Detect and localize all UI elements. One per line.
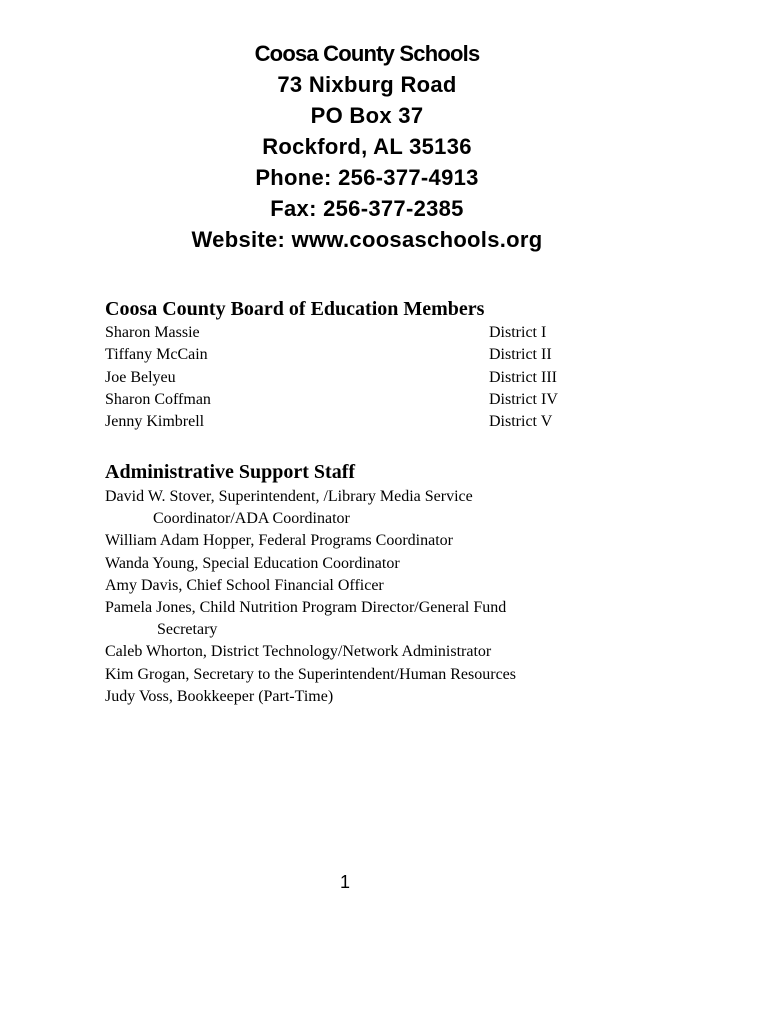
member-district: District II	[489, 346, 552, 364]
staff-entry-text: William Adam Hopper, Federal Programs Coordinator	[105, 532, 453, 550]
staff-entry	[105, 664, 705, 686]
board-member-row	[105, 367, 585, 389]
address-city: Rockford, AL 35136	[262, 134, 472, 159]
staff-entry-continuation: Secretary	[157, 621, 218, 639]
organization-title: Coosa County Schools	[254, 41, 480, 66]
board-member-row	[105, 322, 585, 344]
phone-number: Phone: 256-377-4913	[255, 165, 479, 190]
letterhead	[0, 38, 734, 255]
staff-entry-continuation: Coordinator/ADA Coordinator	[153, 510, 350, 528]
member-name: Tiffany McCain	[105, 346, 208, 364]
board-members-list	[105, 322, 585, 433]
staff-entry	[105, 597, 705, 641]
staff-entry	[105, 530, 705, 552]
staff-entry	[105, 641, 705, 663]
member-name: Sharon Coffman	[105, 390, 211, 408]
staff-entry-text: Amy Davis, Chief School Financial Officer	[105, 576, 384, 594]
staff-heading: Administrative Support Staff	[105, 461, 356, 483]
fax-number: Fax: 256-377-2385	[270, 196, 464, 221]
address-po-box: PO Box 37	[310, 103, 424, 128]
member-name: Jenny Kimbrell	[105, 413, 205, 431]
board-heading: Coosa County Board of Education Members	[105, 298, 485, 320]
staff-entry-text: David W. Stover, Superintendent, /Library Media Service	[105, 488, 473, 505]
staff-entry	[105, 486, 705, 530]
staff-entry-text: Judy Voss, Bookkeeper (Part-Time)	[105, 687, 334, 705]
member-name: Sharon Massie	[105, 324, 200, 341]
member-district: District I	[489, 324, 547, 341]
website: Website: www.coosaschools.org	[191, 227, 543, 252]
page-number: 1	[340, 872, 351, 892]
staff-entry	[105, 553, 705, 575]
member-district: District V	[489, 413, 553, 431]
staff-entry	[105, 575, 705, 597]
board-member-row	[105, 344, 585, 366]
board-member-row	[105, 411, 585, 433]
member-district: District IV	[489, 390, 558, 408]
staff-entry-text: Kim Grogan, Secretary to the Superintendent/Human Resources	[105, 665, 516, 683]
address-street: 73 Nixburg Road	[277, 72, 457, 97]
staff-entry-text: Caleb Whorton, District Technology/Network Administrator	[105, 643, 492, 661]
member-name: Joe Belyeu	[105, 368, 176, 386]
staff-list	[105, 486, 705, 708]
member-district: District III	[489, 368, 557, 386]
staff-entry-text: Wanda Young, Special Education Coordinator	[105, 554, 400, 572]
staff-entry-text: Pamela Jones, Child Nutrition Program Director/General Fund	[105, 599, 507, 617]
board-member-row	[105, 389, 585, 411]
staff-entry	[105, 686, 705, 708]
